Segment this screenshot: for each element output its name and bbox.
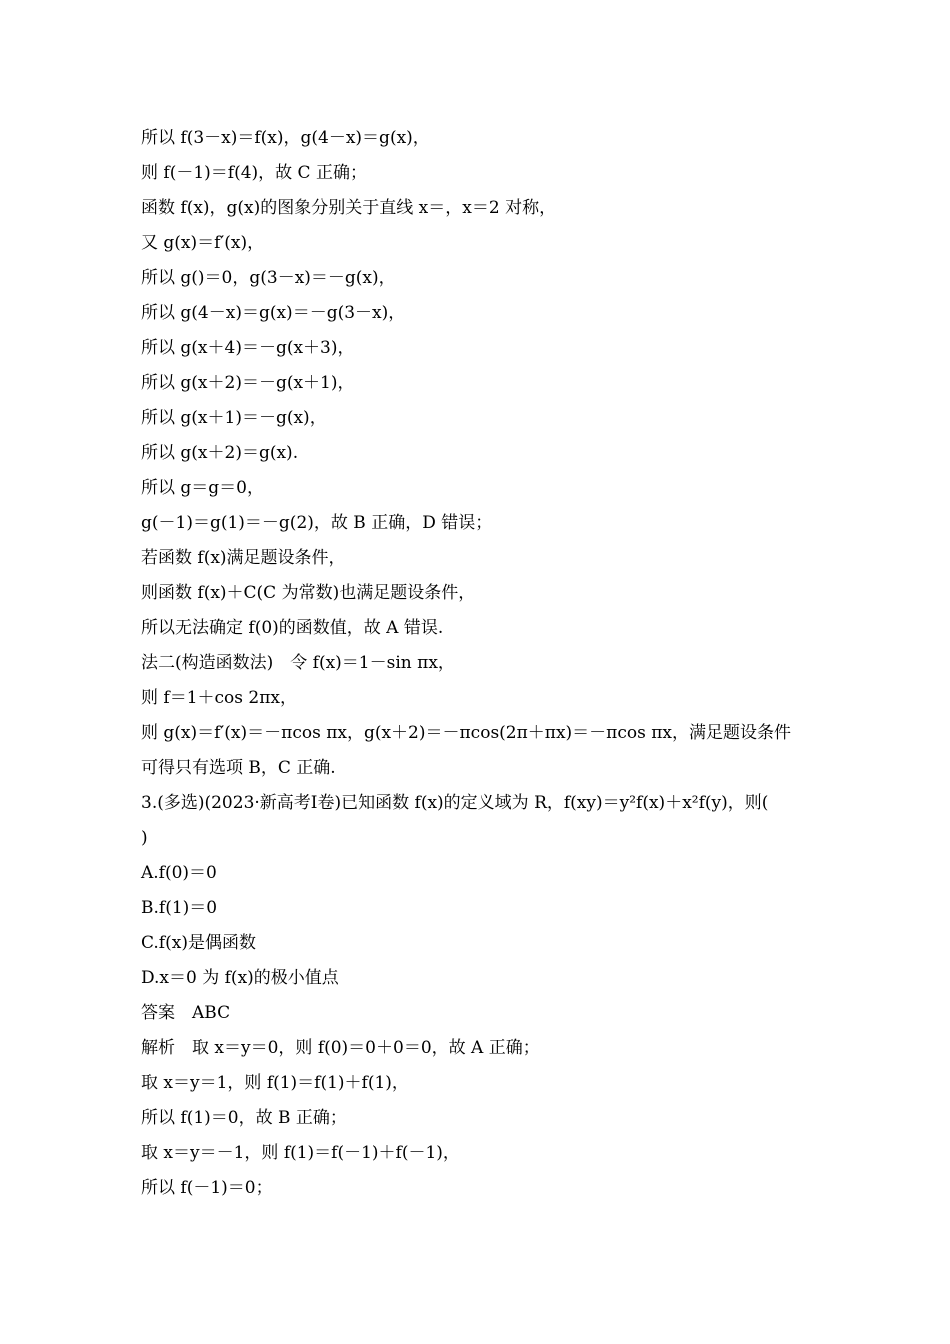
text-line: 所以 f(1)＝0，故 B 正确； (141, 1108, 347, 1128)
answer-line: 答案 ABC (141, 1003, 231, 1023)
text-line: 则 f(－1)＝f(4)，故 C 正确； (141, 163, 367, 183)
question-stem-continued: ) (141, 828, 148, 848)
method-two-line: 法二(构造函数法) 令 f(x)＝1－sin πx， (141, 653, 455, 673)
text-line: 则 g(x)＝f′(x)＝－πcos πx，g(x＋2)＝－πcos(2π＋πx)＝－πcos πx，满足题设条件 (141, 723, 791, 743)
question-stem: 3.(多选)(2023·新高考Ⅰ卷)已知函数 f(x)的定义域为 R，f(xy)＝y²f(x)＋x²f(y)，则( (141, 793, 769, 813)
option-a: A.f(0)＝0 (141, 863, 217, 883)
text-line: 函数 f(x)，g(x)的图象分别关于直线 x＝，x＝2 对称， (141, 198, 557, 218)
text-line: 又 g(x)＝f′(x)， (141, 233, 265, 253)
text-line: g(－1)＝g(1)＝－g(2)，故 B 正确，D 错误； (141, 513, 493, 533)
text-line: 所以 f(3－x)＝f(x)，g(4－x)＝g(x)， (141, 128, 430, 148)
text-line: 所以 g()＝0，g(3－x)＝－g(x)， (141, 268, 396, 288)
text-line: 所以 g(x＋2)＝－g(x＋1)， (141, 373, 355, 393)
text-line: 若函数 f(x)满足题设条件， (141, 548, 346, 568)
text-line: 取 x＝y＝－1，则 f(1)＝f(－1)＋f(－1)， (141, 1143, 460, 1163)
text-body (141, 121, 821, 1206)
text-line: 所以 f(－1)＝0； (141, 1178, 273, 1198)
option-c: C.f(x)是偶函数 (141, 933, 256, 953)
text-line: 所以 g(4－x)＝g(x)＝－g(3－x)， (141, 303, 406, 323)
text-line: 所以无法确定 f(0)的函数值，故 A 错误. (141, 618, 444, 638)
option-b: B.f(1)＝0 (141, 898, 218, 918)
text-line: 所以 g(x＋1)＝－g(x)， (141, 408, 327, 428)
option-d: D.x＝0 为 f(x)的极小值点 (141, 968, 339, 988)
analysis-line: 解析 取 x＝y＝0，则 f(0)＝0＋0＝0，故 A 正确； (141, 1038, 540, 1058)
text-line: 可得只有选项 B，C 正确. (141, 758, 336, 778)
text-line: 则函数 f(x)＋C(C 为常数)也满足题设条件， (141, 583, 476, 603)
text-line: 所以 g(x＋4)＝－g(x＋3)， (141, 338, 355, 358)
text-line: 取 x＝y＝1，则 f(1)＝f(1)＋f(1)， (141, 1073, 409, 1093)
text-line: 所以 g(x＋2)＝g(x). (141, 443, 299, 463)
text-line: 则 f＝1＋cos 2πx， (141, 688, 297, 708)
text-line: 所以 g＝g＝0， (141, 478, 264, 498)
